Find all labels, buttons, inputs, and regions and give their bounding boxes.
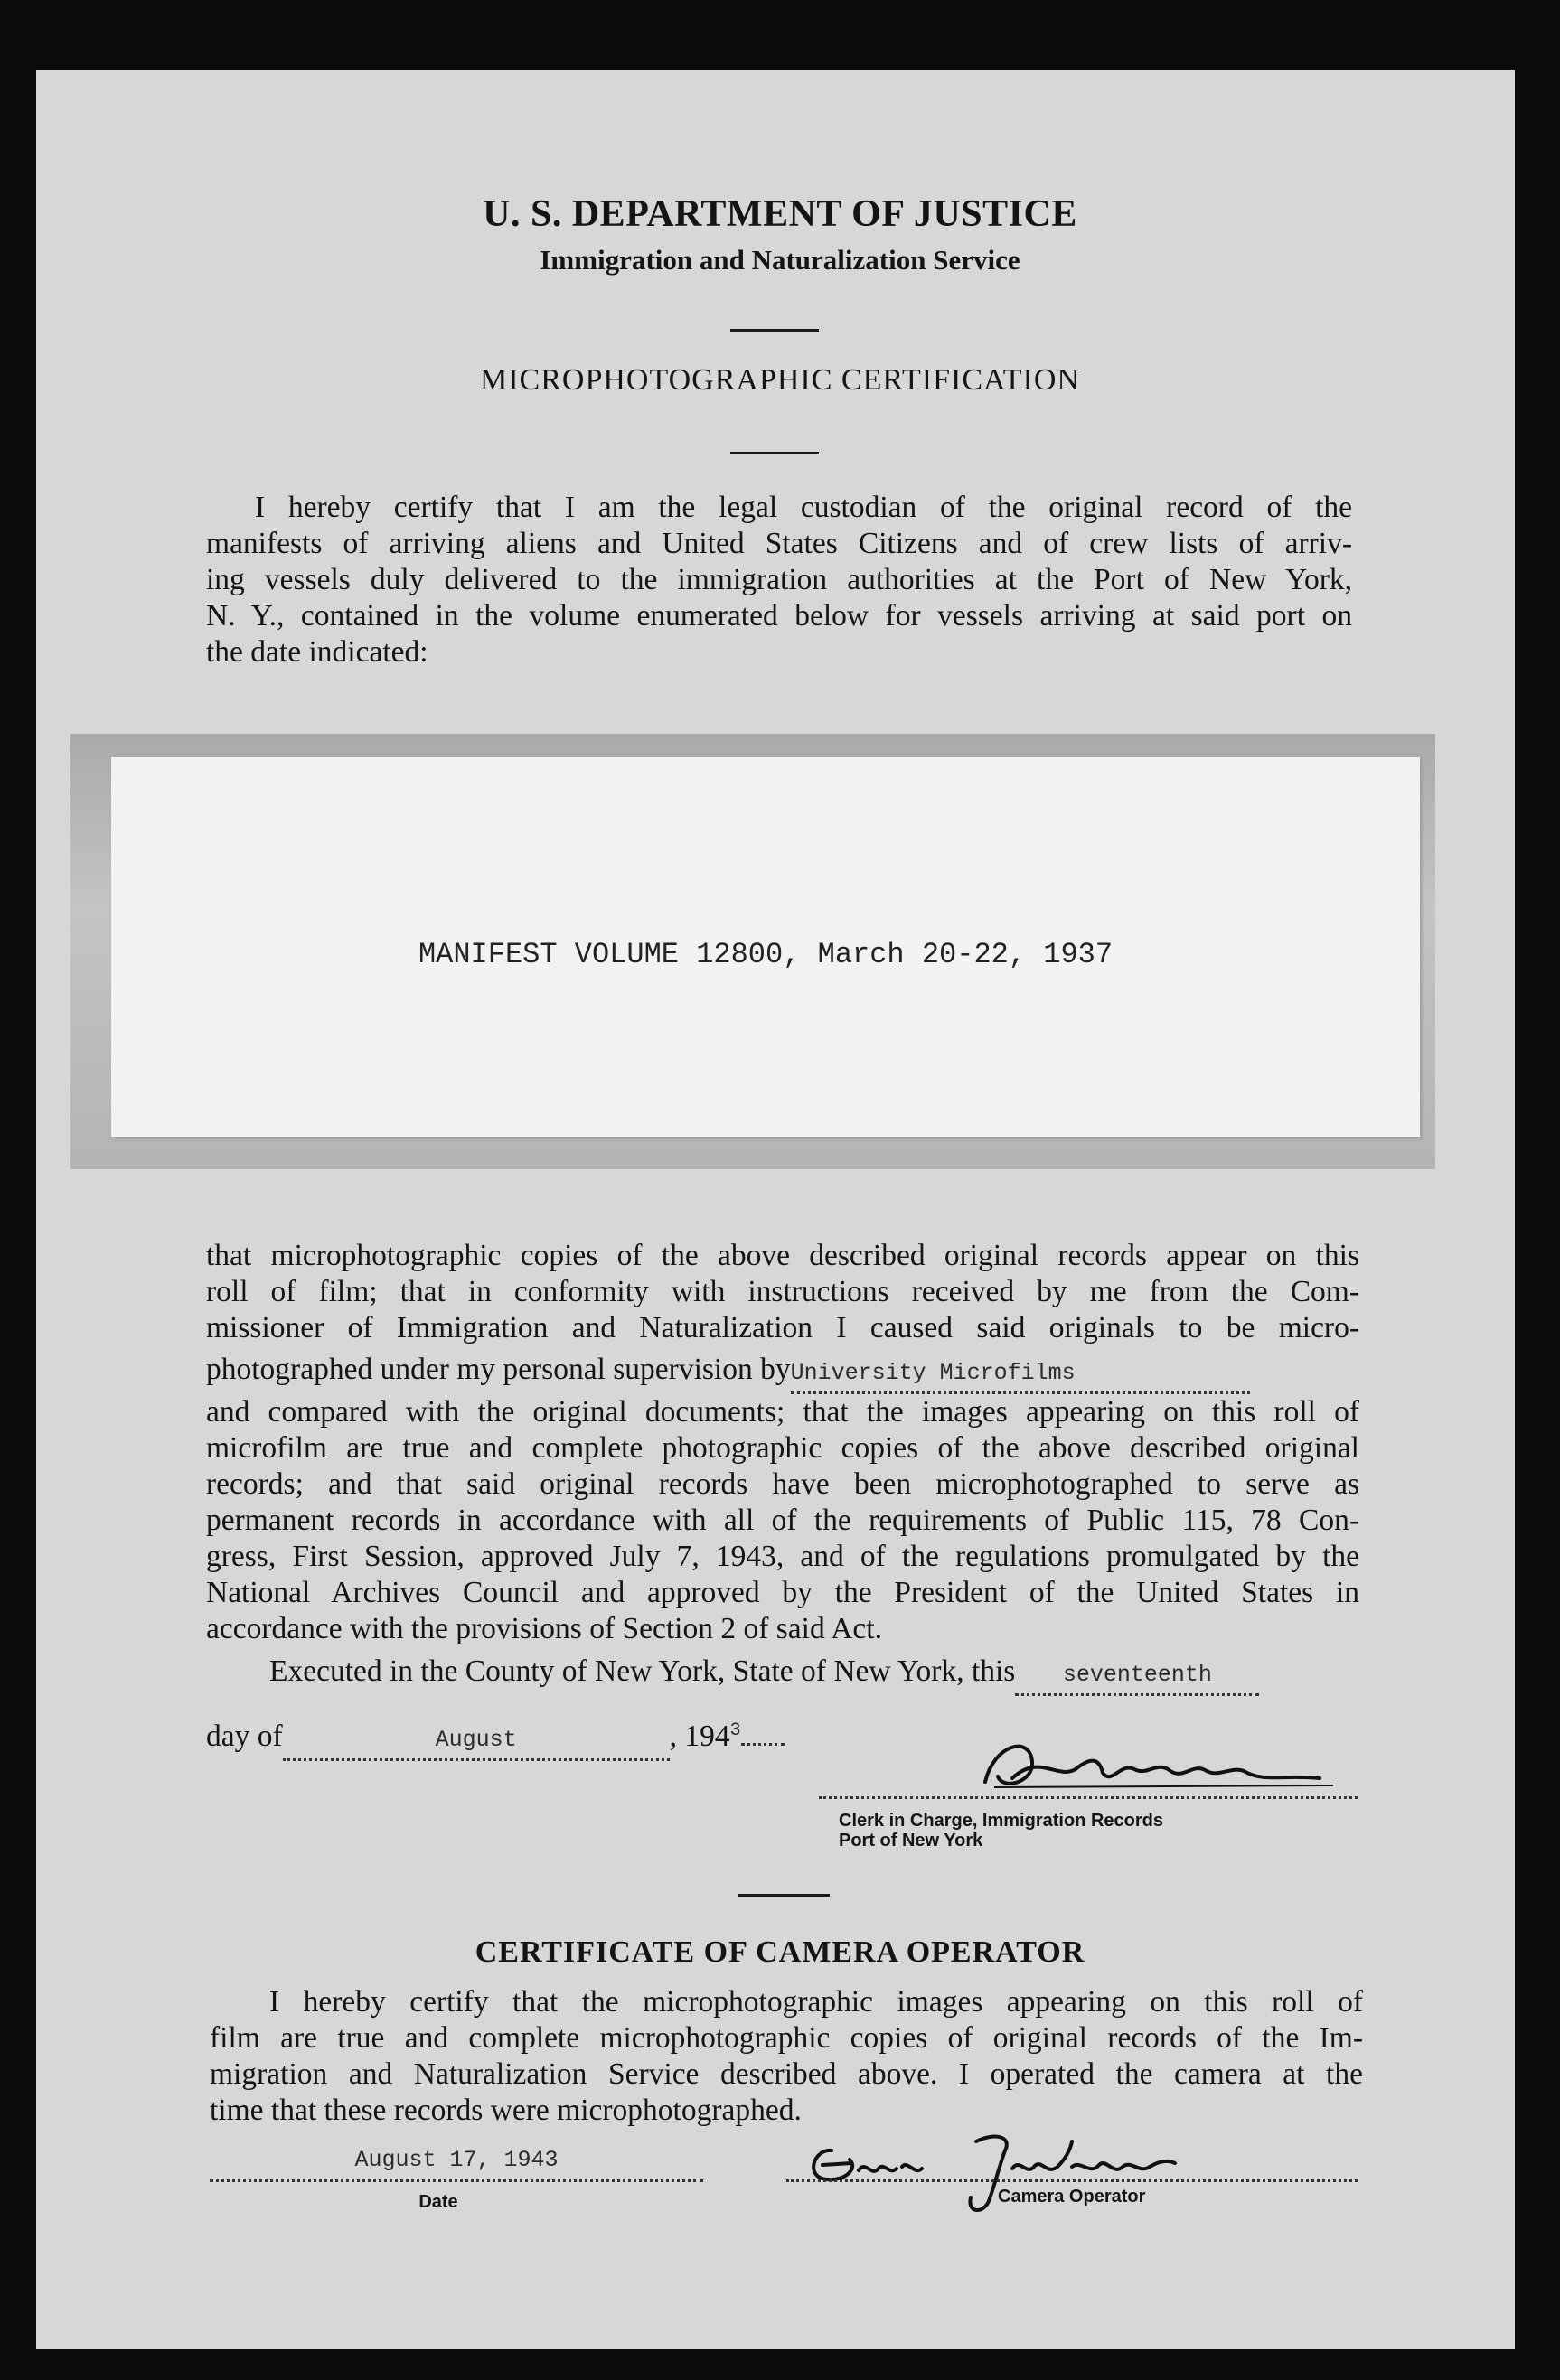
camera-line: migration and Naturalization Service described above. I operated the camera at the — [210, 2057, 1363, 2091]
body-line: National Archives Council and approved by the President of the United States in — [206, 1576, 1359, 1609]
camera-operator-line — [786, 2179, 1358, 2182]
body-line: permanent records in accordance with all of the requirements of Public 115, 78 Con- — [206, 1504, 1359, 1537]
certification-paragraph — [206, 1238, 1359, 1647]
day-of-label: day of — [206, 1719, 283, 1754]
execution-month-field: August — [283, 1722, 670, 1761]
body-line: roll of film; that in conformity with instructions received by me from the Com- — [206, 1275, 1359, 1308]
camera-operator-label: Camera Operator — [998, 2187, 1146, 2207]
body-line: accordance with the provisions of Section 2 of said Act. — [206, 1612, 882, 1645]
department-heading: U. S. DEPARTMENT OF JUSTICE — [483, 193, 1077, 235]
execution-year-digit: 3 — [729, 1720, 741, 1741]
camera-operator-signature — [795, 2123, 1193, 2223]
photographed-by-line — [206, 1352, 1359, 1394]
intro-line: ing vessels duly delivered to the immigration authorities at the Port of New York, — [206, 563, 1352, 596]
execution-day-field: seventeenth — [1015, 1657, 1259, 1696]
clerk-signature-line — [819, 1796, 1358, 1799]
intro-line: manifests of arriving aliens and United States Citizens and of crew lists of arriv- — [206, 527, 1352, 560]
camera-line: I hereby certify that the microphotographic images appearing on this roll of — [269, 1985, 1363, 2019]
clerk-signature — [976, 1726, 1338, 1816]
camera-certificate-title: CERTIFICATE OF CAMERA OPERATOR — [475, 1935, 1085, 1969]
execution-label: Executed in the County of New York, State of New York, this — [269, 1654, 1016, 1688]
section-divider — [738, 1894, 830, 1897]
photographed-by-label: photographed under my personal supervision by — [206, 1353, 791, 1386]
body-line: missioner of Immigration and Naturalization I caused said originals to be micro- — [206, 1311, 1359, 1345]
intro-line: I hereby certify that I am the legal custodian of the original record of the — [255, 491, 1352, 524]
clerk-title — [839, 1811, 1163, 1851]
camera-certificate-paragraph — [210, 1984, 1363, 2129]
camera-date-value: August 17, 1943 — [354, 2147, 559, 2173]
body-line: microfilm are true and complete photographic copies of the above described original — [206, 1431, 1359, 1465]
camera-date-line — [210, 2179, 703, 2182]
intro-line: the date indicated: — [206, 635, 428, 669]
intro-paragraph — [206, 490, 1352, 670]
photographed-by-field: University Microfilms — [791, 1355, 1250, 1394]
camera-line: film are true and complete microphotographic copies of original records of the Im- — [210, 2021, 1363, 2055]
body-line: and compared with the original documents; that the images appearing on this roll of — [206, 1395, 1359, 1429]
record-slip — [111, 757, 1420, 1137]
header-divider — [730, 329, 819, 332]
intro-line: N. Y., contained in the volume enumerated below for vessels arriving at said port on — [206, 599, 1352, 632]
body-line: gress, First Session, approved July 7, 1943, and of the regulations promulgated by the — [206, 1540, 1359, 1573]
clerk-title-line: Clerk in Charge, Immigration Records — [839, 1811, 1163, 1831]
camera-line: time that these records were microphotographed. — [210, 2094, 802, 2127]
service-subheading: Immigration and Naturalization Service — [540, 244, 1020, 276]
body-line: records; and that said original records have been microphotographed to serve as — [206, 1467, 1359, 1501]
manifest-volume-text: MANIFEST VOLUME 12800, March 20-22, 1937 — [418, 938, 1114, 971]
day-of-line — [206, 1713, 1020, 1761]
body-line: that microphotographic copies of the above described original records appear on this — [206, 1239, 1359, 1272]
execution-year-label: , 194 — [669, 1719, 730, 1754]
document-title: MICROPHOTOGRAPHIC CERTIFICATION — [479, 363, 1080, 397]
title-divider — [730, 452, 819, 454]
execution-line — [269, 1654, 1363, 1696]
camera-date-label: Date — [418, 2192, 458, 2212]
execution-year-fill — [741, 1743, 785, 1746]
clerk-title-line: Port of New York — [839, 1831, 983, 1851]
